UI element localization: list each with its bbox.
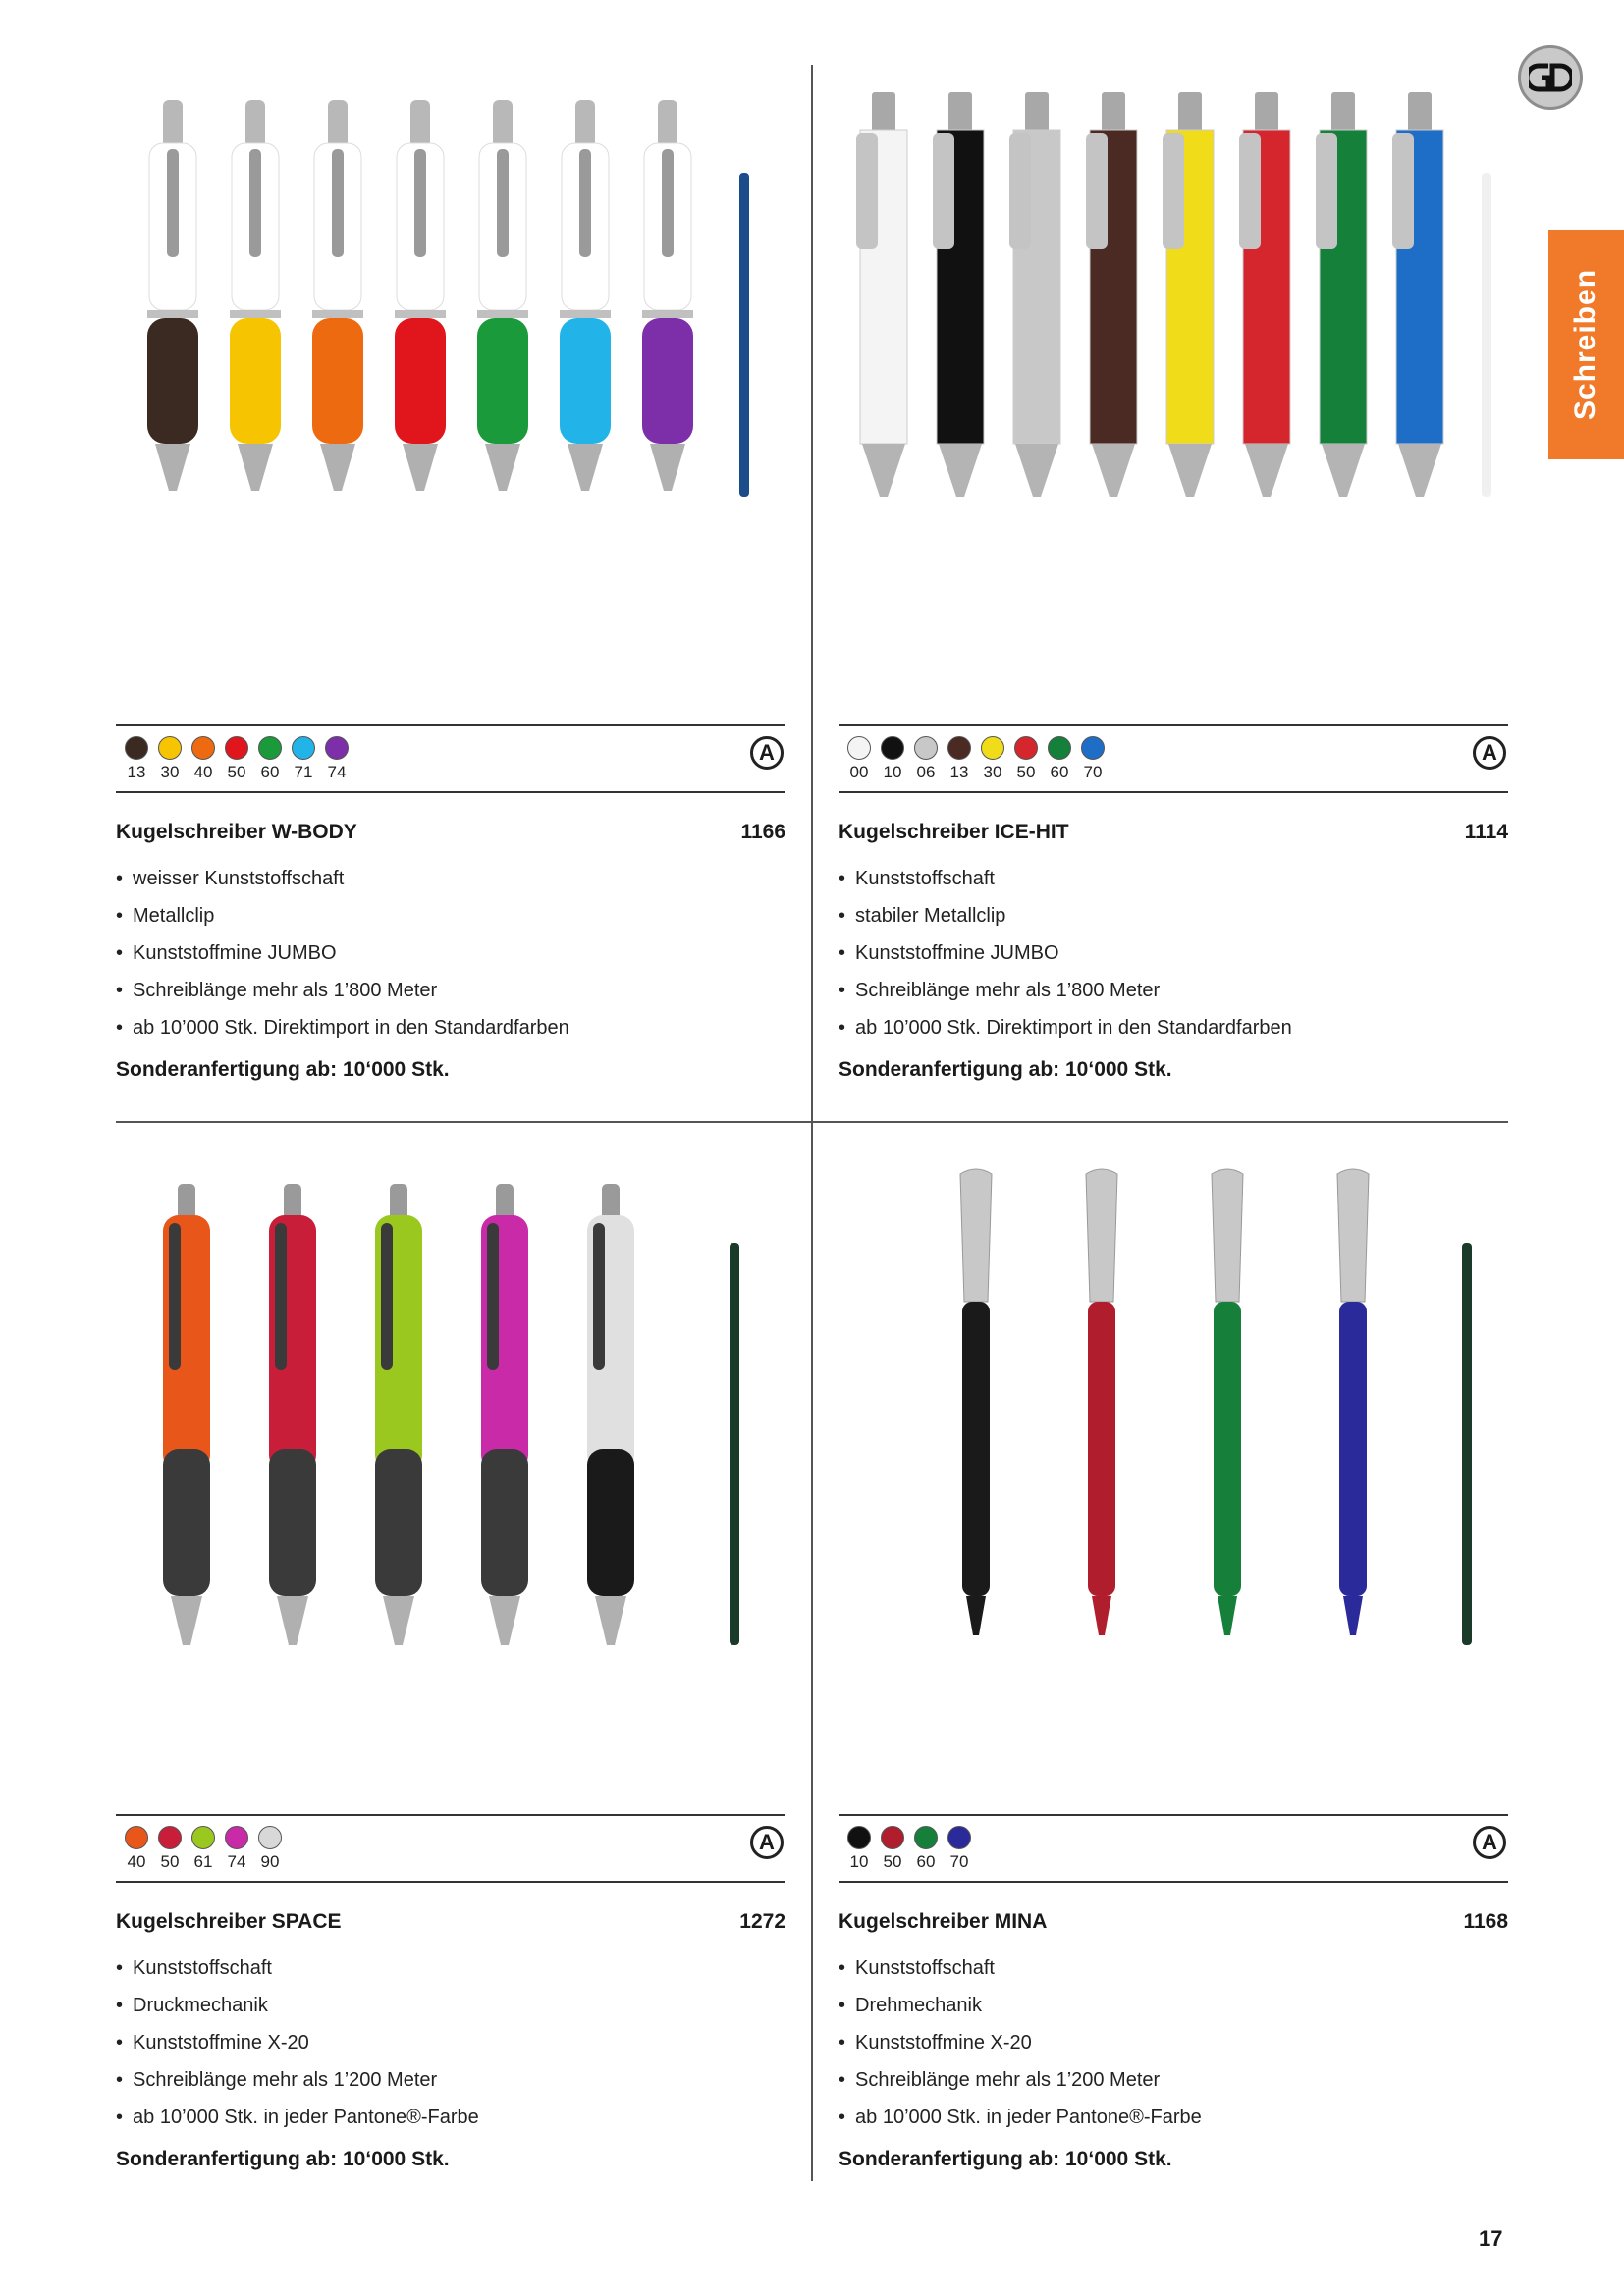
color-swatch-bar [116, 724, 785, 793]
pen [477, 100, 528, 491]
product-photo-w-body [116, 65, 785, 703]
pen-tip [1168, 444, 1212, 497]
color-swatch [842, 736, 876, 782]
feature-item: • ab 10’000 Stk. Direktimport in den Standardfarben [839, 1009, 1292, 1046]
pen-grip [477, 318, 528, 444]
pen [230, 100, 281, 491]
pen-clip [1086, 1169, 1117, 1302]
color-dot [325, 736, 349, 760]
feature-list [839, 1949, 1202, 2136]
pen-tip [568, 444, 603, 491]
pen [1163, 92, 1214, 497]
color-dot [1014, 736, 1038, 760]
color-code: 70 [1083, 763, 1103, 781]
pen-clip [579, 149, 591, 257]
color-code: 50 [160, 1852, 180, 1871]
pen-barrel [1214, 1302, 1241, 1596]
color-dot [125, 736, 148, 760]
feature-item: • Kunststoffmine X-20 [839, 2024, 1202, 2061]
pen [587, 1184, 634, 1645]
pen-clip [332, 149, 344, 257]
pen-clip [381, 1223, 393, 1370]
color-code: 74 [327, 763, 347, 781]
feature-item: • Schreiblänge mehr als 1’800 Meter [839, 972, 1292, 1009]
color-code: 60 [1050, 763, 1069, 781]
color-dot [981, 736, 1004, 760]
product-title: Kugelschreiber SPACE [116, 1910, 342, 1933]
pen [1337, 1169, 1369, 1635]
pen-clip [1163, 133, 1184, 249]
color-swatch [876, 736, 909, 782]
pen-tip [966, 1596, 986, 1635]
pen-tip [1343, 1596, 1363, 1635]
color-code: 06 [916, 763, 936, 781]
feature-item: • Kunststoffschaft [839, 1949, 1202, 1987]
color-swatch [253, 1826, 287, 1872]
pen-clip [497, 149, 509, 257]
pen [375, 1184, 422, 1645]
product-panel-mina [839, 1154, 1508, 2224]
category-tab-schreiben[interactable] [1548, 230, 1624, 459]
pen-grip [395, 318, 446, 444]
color-code: 50 [883, 1852, 902, 1871]
color-code: 00 [849, 763, 869, 781]
product-title: Kugelschreiber ICE-HIT [839, 821, 1069, 843]
pen-refill [1482, 173, 1491, 497]
feature-item: • stabiler Metallclip [839, 897, 1292, 934]
pen-clip [1212, 1169, 1243, 1302]
color-swatch [943, 736, 976, 782]
pen-clip [1316, 133, 1337, 249]
pen-grip [230, 318, 281, 444]
feature-list [116, 1949, 479, 2136]
pen-grip [375, 1449, 422, 1596]
feature-item: • ab 10’000 Stk. in jeder Pantone®-Farbe [116, 2099, 479, 2136]
pen-grip [147, 318, 198, 444]
color-dot [914, 1826, 938, 1849]
pen-button [872, 92, 895, 135]
pen [1239, 92, 1290, 497]
badge-a-icon: A [750, 1826, 784, 1859]
product-title: Kugelschreiber W-BODY [116, 821, 357, 843]
color-dot [1081, 736, 1105, 760]
color-dot [914, 736, 938, 760]
pen [560, 100, 611, 491]
pen-clip [487, 1223, 499, 1370]
pen-tip [595, 1596, 626, 1645]
feature-item: • Schreiblänge mehr als 1’200 Meter [839, 2061, 1202, 2099]
article-number: 1114 [1464, 821, 1508, 843]
pen-clip [1086, 133, 1108, 249]
feature-item: • Kunststoffmine X-20 [116, 2024, 479, 2061]
color-code: 40 [127, 1852, 146, 1871]
color-code: 71 [294, 763, 313, 781]
pen-ring [642, 310, 693, 318]
pen-tip [277, 1596, 308, 1645]
pen-clip [933, 133, 954, 249]
pen-refill [739, 173, 749, 497]
color-dot [947, 736, 971, 760]
pen [1086, 1169, 1117, 1635]
color-swatch [120, 1826, 153, 1872]
color-swatch [120, 736, 153, 782]
color-swatches [120, 1826, 287, 1872]
pen [1212, 1169, 1243, 1635]
pen-grip [587, 1449, 634, 1596]
pen-grip [312, 318, 363, 444]
color-code: 60 [916, 1852, 936, 1871]
color-swatch [1076, 736, 1110, 782]
color-swatch [909, 736, 943, 782]
pen-grip [269, 1449, 316, 1596]
color-dot [881, 1826, 904, 1849]
feature-item: • Kunststoffmine JUMBO [839, 934, 1292, 972]
product-panel-w-body [116, 65, 785, 1135]
color-code: 13 [127, 763, 146, 781]
pen-tip [171, 1596, 202, 1645]
color-swatches [120, 736, 353, 782]
article-number: 1272 [739, 1910, 785, 1933]
feature-item: • Kunststoffschaft [116, 1949, 479, 1987]
color-dot [1048, 736, 1071, 760]
category-tab-label: Schreiben [1569, 268, 1602, 421]
color-swatches [842, 1826, 976, 1872]
pen-button [163, 100, 183, 149]
color-code: 10 [883, 763, 902, 781]
pen-grip [560, 318, 611, 444]
pen-tip [383, 1596, 414, 1645]
pen-barrel [962, 1302, 990, 1596]
feature-list [116, 860, 569, 1046]
special-order-note: Sonderanfertigung ab: 10‘000 Stk. [839, 2148, 1172, 2170]
page-number: 17 [1479, 2226, 1503, 2251]
pen-clip [1392, 133, 1414, 249]
pen-tip [1092, 444, 1135, 497]
color-swatches [842, 736, 1110, 782]
pen-grip [481, 1449, 528, 1596]
pen [269, 1184, 316, 1645]
color-dot [225, 1826, 248, 1849]
pen-clip [275, 1223, 287, 1370]
pen-clip [960, 1169, 992, 1302]
pen-clip [856, 133, 878, 249]
color-code: 13 [949, 763, 969, 781]
color-swatch [976, 736, 1009, 782]
color-dot [125, 1826, 148, 1849]
color-swatch [220, 1826, 253, 1872]
color-swatch [909, 1826, 943, 1872]
color-dot [191, 736, 215, 760]
feature-item: • ab 10’000 Stk. Direktimport in den Standardfarben [116, 1009, 569, 1046]
color-swatch [220, 736, 253, 782]
feature-item: • ab 10’000 Stk. in jeder Pantone®-Farbe [839, 2099, 1202, 2136]
color-dot [292, 736, 315, 760]
color-dot [881, 736, 904, 760]
pen-tip [1398, 444, 1441, 497]
pen-button [245, 100, 265, 149]
pen-tip [1245, 444, 1288, 497]
pen-clip [1239, 133, 1261, 249]
pen [395, 100, 446, 491]
pen [147, 100, 198, 491]
color-swatch [187, 1826, 220, 1872]
product-panel-space [116, 1154, 785, 2224]
product-photo-space [116, 1154, 785, 1792]
color-code: 30 [160, 763, 180, 781]
pen [1009, 92, 1060, 497]
article-number: 1168 [1463, 1910, 1508, 1933]
color-swatch [153, 1826, 187, 1872]
product-title: Kugelschreiber MINA [839, 1910, 1048, 1933]
color-code: 30 [983, 763, 1002, 781]
color-dot [158, 1826, 182, 1849]
product-photo-ice-hit [839, 65, 1508, 703]
product-photo-mina [839, 1154, 1508, 1792]
gd-logo-mark [1529, 62, 1572, 93]
badge-a-icon: A [1473, 736, 1506, 770]
feature-item: • Metallclip [116, 897, 569, 934]
pen-tip [650, 444, 685, 491]
color-code: 50 [227, 763, 246, 781]
pen [1086, 92, 1137, 497]
feature-item: • Kunststoffmine JUMBO [116, 934, 569, 972]
color-swatch [1043, 736, 1076, 782]
special-order-note: Sonderanfertigung ab: 10‘000 Stk. [116, 1058, 450, 1081]
pen-ring [312, 310, 363, 318]
color-swatch [943, 1826, 976, 1872]
color-swatch [1009, 736, 1043, 782]
color-dot [258, 736, 282, 760]
color-swatch [253, 736, 287, 782]
product-panel-ice-hit [839, 65, 1508, 1135]
pen-button [1178, 92, 1202, 135]
color-dot [158, 736, 182, 760]
pen-button [948, 92, 972, 135]
pen-clip [414, 149, 426, 257]
article-number: 1166 [740, 821, 785, 843]
color-swatch [153, 736, 187, 782]
color-swatch-bar [116, 1814, 785, 1883]
pen-tip [1015, 444, 1058, 497]
color-swatch-bar [839, 724, 1508, 793]
badge-a-icon: A [750, 736, 784, 770]
color-code: 70 [949, 1852, 969, 1871]
color-dot [191, 1826, 215, 1849]
pen-button [493, 100, 513, 149]
color-code: 74 [227, 1852, 246, 1871]
gd-logo-icon [1518, 45, 1583, 110]
feature-item: • Druckmechanik [116, 1987, 479, 2024]
pen [960, 1169, 992, 1635]
color-swatch-bar [839, 1814, 1508, 1883]
pen-tip [238, 444, 273, 491]
pen-clip [249, 149, 261, 257]
color-swatch [320, 736, 353, 782]
pen-clip [662, 149, 674, 257]
pen-button [575, 100, 595, 149]
pen [642, 100, 693, 491]
pen-ring [477, 310, 528, 318]
color-swatch [187, 736, 220, 782]
color-code: 61 [193, 1852, 213, 1871]
feature-item: • Schreiblänge mehr als 1’200 Meter [116, 2061, 479, 2099]
pen-button [410, 100, 430, 149]
pen-grip [642, 318, 693, 444]
color-code: 50 [1016, 763, 1036, 781]
column-divider [811, 65, 813, 2181]
color-code: 60 [260, 763, 280, 781]
color-dot [947, 1826, 971, 1849]
color-code: 90 [260, 1852, 280, 1871]
pen-button [1255, 92, 1278, 135]
feature-item: • Kunststoffschaft [839, 860, 1292, 897]
color-swatch [287, 736, 320, 782]
special-order-note: Sonderanfertigung ab: 10‘000 Stk. [839, 1058, 1172, 1081]
pen-clip [167, 149, 179, 257]
pen-clip [169, 1223, 181, 1370]
pen-tip [1322, 444, 1365, 497]
pen-ring [395, 310, 446, 318]
color-code: 40 [193, 763, 213, 781]
pen-tip [485, 444, 520, 491]
feature-item: • Schreiblänge mehr als 1’800 Meter [116, 972, 569, 1009]
pen-button [658, 100, 677, 149]
color-swatch [876, 1826, 909, 1872]
pen-refill [730, 1243, 739, 1645]
pen-tip [403, 444, 438, 491]
badge-a-icon: A [1473, 1826, 1506, 1859]
pen [1316, 92, 1367, 497]
pen [312, 100, 363, 491]
feature-item: • weisser Kunststoffschaft [116, 860, 569, 897]
pen-grip [163, 1449, 210, 1596]
pen-refill [1462, 1243, 1472, 1645]
color-code: 10 [849, 1852, 869, 1871]
pen-button [1025, 92, 1049, 135]
pen-tip [1092, 1596, 1111, 1635]
color-dot [847, 1826, 871, 1849]
pen-button [1102, 92, 1125, 135]
color-dot [258, 1826, 282, 1849]
pen-clip [593, 1223, 605, 1370]
pen-button [1331, 92, 1355, 135]
pen-ring [560, 310, 611, 318]
pen-tip [320, 444, 355, 491]
pen-tip [862, 444, 905, 497]
pen-tip [155, 444, 190, 491]
pen-tip [489, 1596, 520, 1645]
pen [481, 1184, 528, 1645]
pen-ring [147, 310, 198, 318]
feature-list [839, 860, 1292, 1046]
pen-button [1408, 92, 1432, 135]
pen [933, 92, 984, 497]
pen [1392, 92, 1443, 497]
pen-clip [1337, 1169, 1369, 1302]
feature-item: • Drehmechanik [839, 1987, 1202, 2024]
pen-barrel [1088, 1302, 1115, 1596]
special-order-note: Sonderanfertigung ab: 10‘000 Stk. [116, 2148, 450, 2170]
pen-ring [230, 310, 281, 318]
pen [856, 92, 907, 497]
pen [163, 1184, 210, 1645]
color-dot [847, 736, 871, 760]
pen-tip [939, 444, 982, 497]
color-dot [225, 736, 248, 760]
color-swatch [842, 1826, 876, 1872]
pen-button [328, 100, 348, 149]
pen-clip [1009, 133, 1031, 249]
pen-tip [1218, 1596, 1237, 1635]
pen-barrel [1339, 1302, 1367, 1596]
